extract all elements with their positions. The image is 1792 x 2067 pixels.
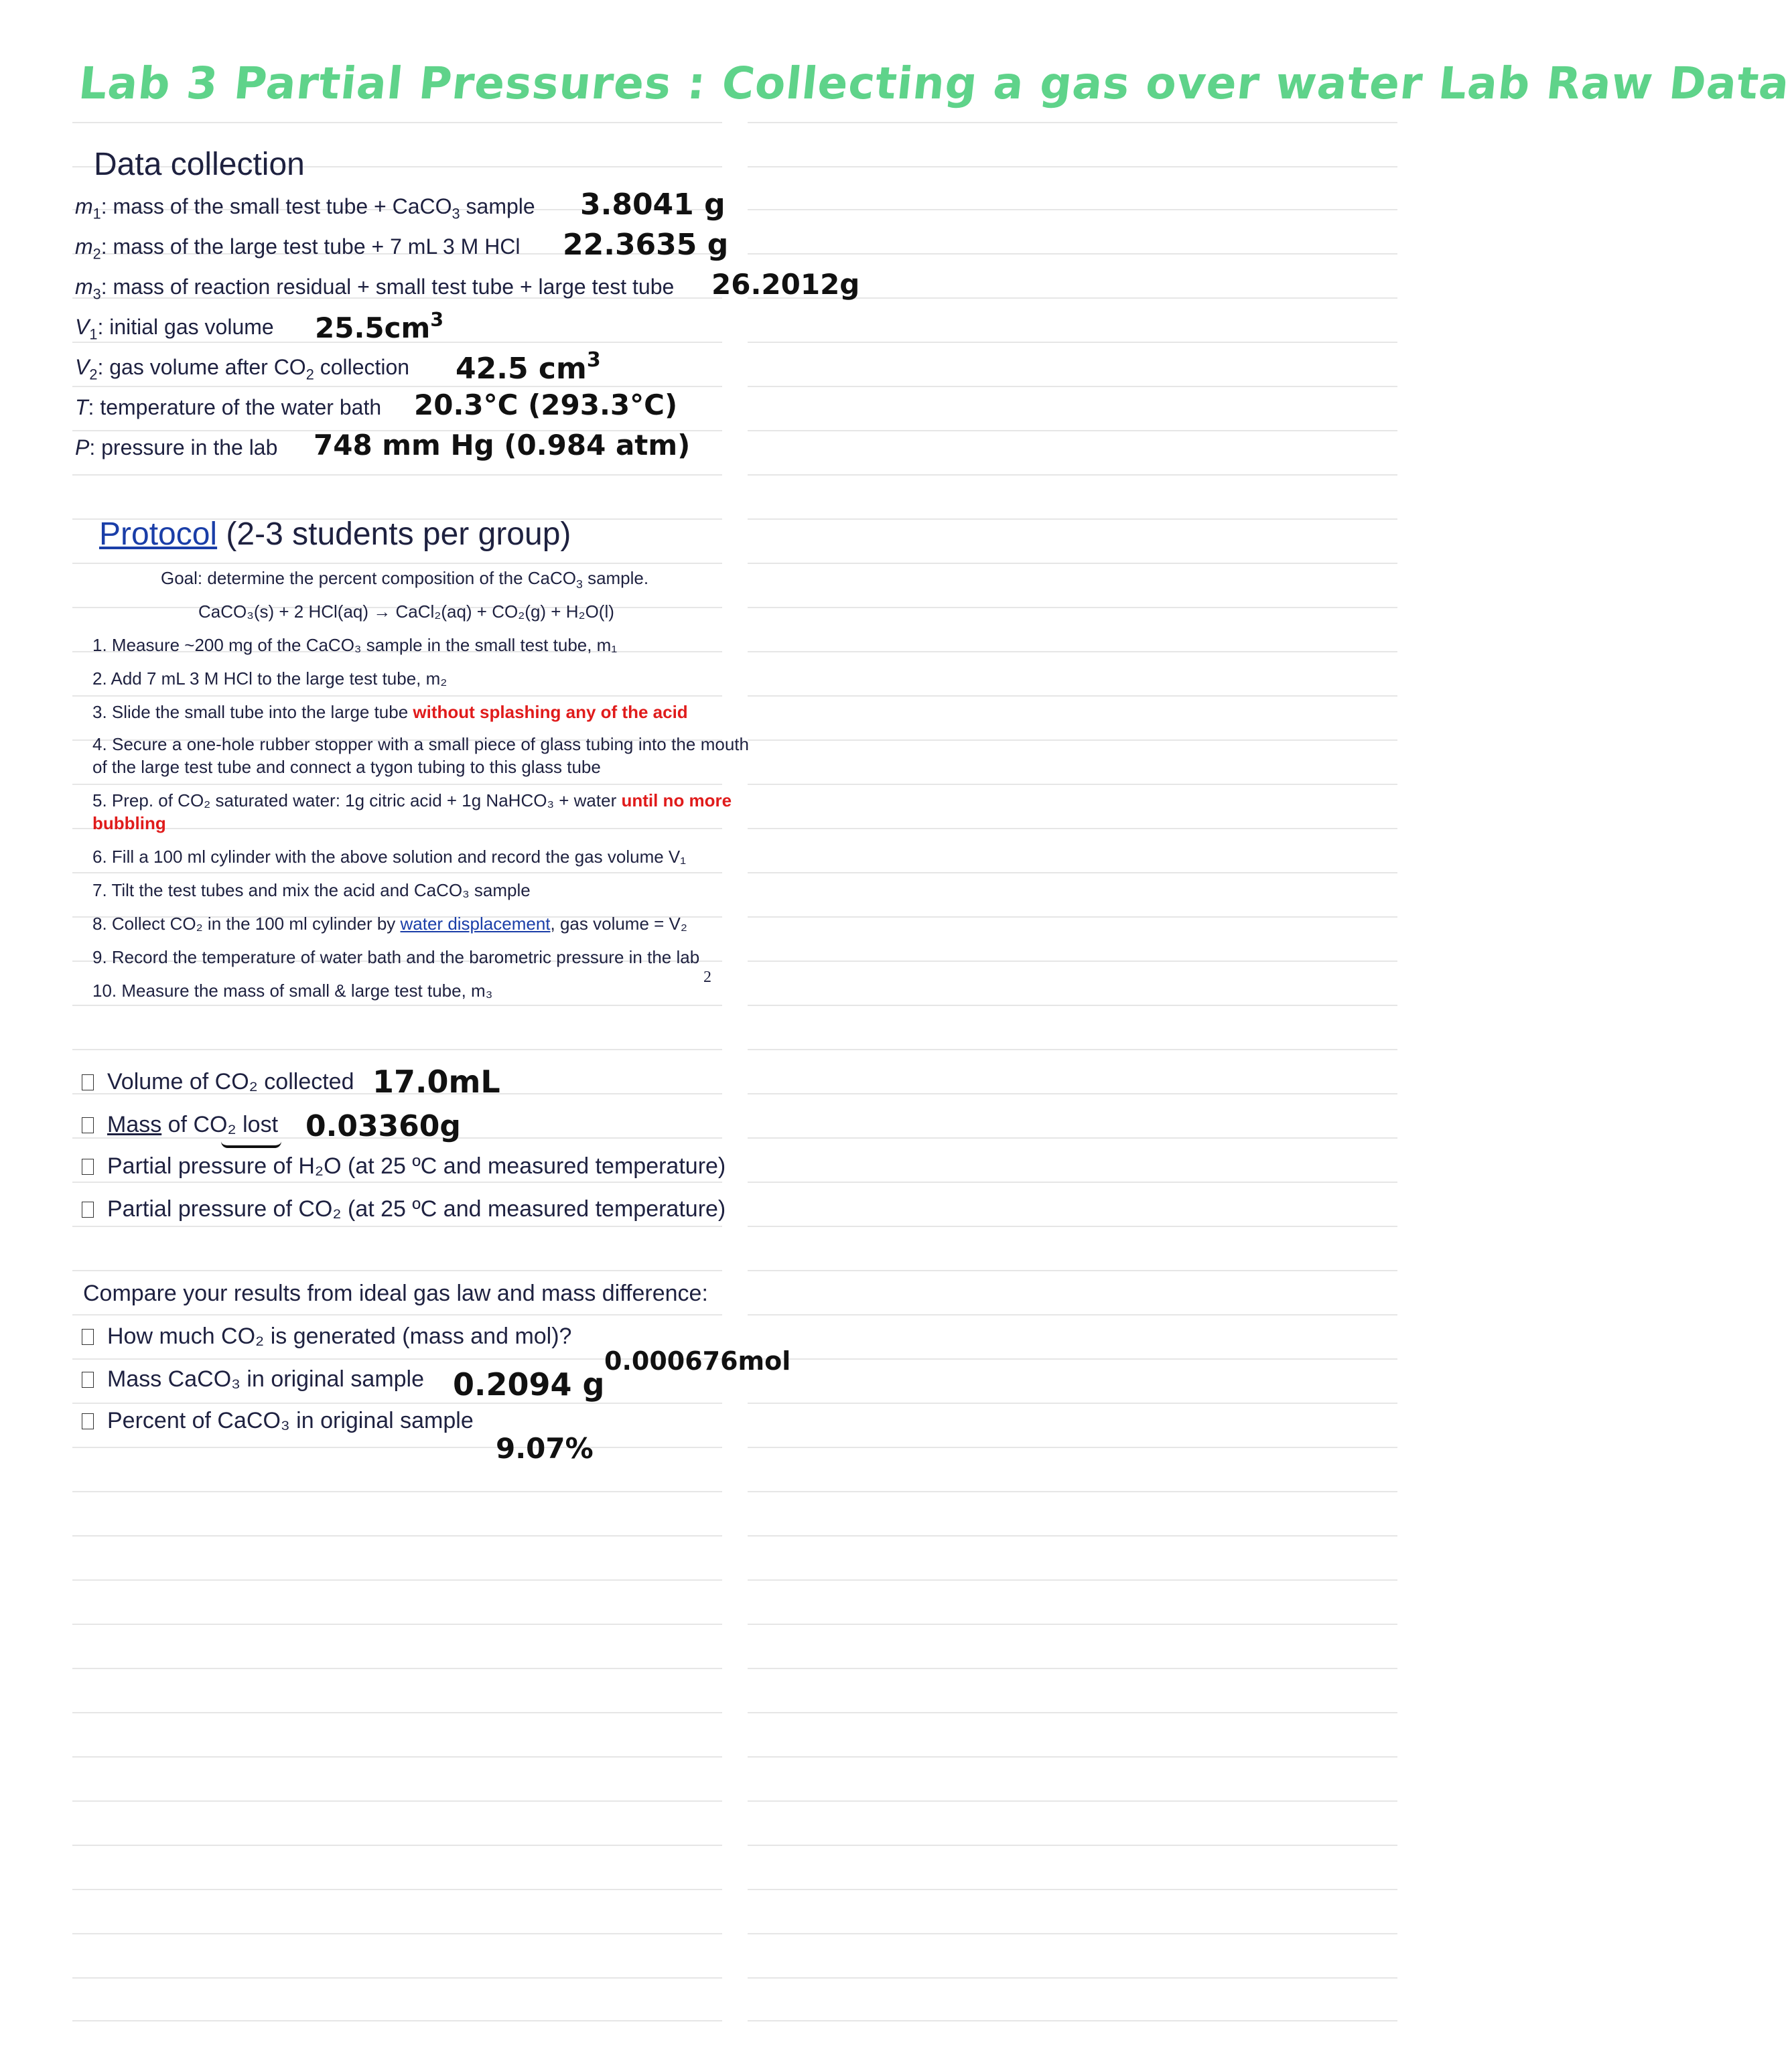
handwritten-volume: 17.0mL — [372, 1064, 500, 1100]
handwritten-underline — [221, 1141, 281, 1148]
ruled-line — [72, 1182, 722, 1183]
result-pp-h2o: Partial pressure of H₂O (at 25 ºC and measured temperature) — [82, 1153, 726, 1180]
ruled-line — [748, 1668, 1397, 1669]
ruled-line — [72, 1845, 722, 1846]
ruled-line — [748, 253, 1397, 255]
data-row — [75, 395, 381, 420]
ruled-line — [72, 122, 722, 123]
handwritten-value: 22.3635 g — [563, 228, 729, 262]
ruled-line — [72, 1226, 722, 1227]
ruled-line — [72, 695, 722, 697]
ruled-line — [72, 1756, 722, 1758]
ruled-line — [748, 1314, 1397, 1315]
ruled-line — [748, 651, 1397, 652]
handwritten-value: $25.5cm^3$ — [315, 308, 444, 345]
ruled-line — [72, 1624, 722, 1625]
ruled-line — [748, 1491, 1397, 1492]
ruled-line — [748, 1800, 1397, 1802]
checkbox[interactable] — [82, 1413, 94, 1429]
handwritten-value: 748 mm Hg (0.984 atm) — [314, 429, 691, 461]
ruled-line — [748, 784, 1397, 785]
result-mass-co2: Mass of CO₂ lost — [82, 1112, 278, 1138]
ruled-line — [748, 1624, 1397, 1625]
ruled-line — [72, 1447, 722, 1448]
row-label: : mass of the small test tube + CaCO — [100, 194, 452, 218]
step-8: 8. Collect CO₂ in the 100 ml cylinder by water displacement, gas volume = V₂ — [92, 914, 687, 934]
variable-symbol: m — [75, 194, 93, 218]
row-label: : mass of the large test tube + 7 mL 3 M HCl — [100, 234, 521, 259]
data-row: $m_2$: mass of the large test tube + 7 mL 3 M HCl — [75, 234, 521, 263]
variable-symbol: V — [75, 315, 90, 339]
ruled-line — [748, 342, 1397, 343]
ruled-line — [72, 1712, 722, 1713]
data-row: $m_1$: mass of the small test tube + CaCO$_3$ sample — [75, 194, 535, 222]
ruled-line — [72, 1270, 722, 1271]
checkbox[interactable] — [82, 1202, 94, 1218]
handwritten-moles: 0.000676mol — [604, 1346, 791, 1376]
page-title: Lab 3 Partial Pressures : Collecting a gas over water Lab Raw Data — [76, 58, 1792, 109]
ruled-line — [748, 607, 1397, 608]
step-2: 2. Add 7 mL 3 M HCl to the large test tube, m₂ — [92, 668, 447, 689]
row-label: : temperature of the water bath — [88, 395, 382, 419]
ruled-line — [748, 430, 1397, 431]
ruled-line — [748, 1712, 1397, 1713]
ruled-line — [72, 872, 722, 873]
step-1: 1. Measure ~200 mg of the CaCO₃ sample in the small test tube, m₁ — [92, 635, 618, 655]
ruled-line — [748, 872, 1397, 873]
ruled-line — [72, 1403, 722, 1404]
ruled-line — [748, 1226, 1397, 1227]
reaction-equation: CaCO₃(s) + 2 HCl(aq) → CaCl₂(aq) + CO₂(g) + H₂O(l) — [198, 601, 614, 622]
ruled-line — [72, 474, 722, 476]
ruled-line — [748, 1403, 1397, 1404]
ruled-line — [748, 209, 1397, 210]
checkbox[interactable] — [82, 1372, 94, 1388]
checkbox[interactable] — [82, 1329, 94, 1345]
handwritten-mass: 0.03360g — [305, 1109, 461, 1143]
row-label: : gas volume after CO — [97, 355, 306, 379]
ruled-line — [748, 1358, 1397, 1360]
handwritten-value: 26.2012g — [711, 268, 860, 301]
variable-symbol: P — [75, 435, 90, 459]
ruled-line — [72, 1535, 722, 1537]
ruled-line — [72, 1977, 722, 1979]
handwritten-value: 42.5 $cm^3$ — [456, 348, 601, 386]
ruled-line — [748, 1579, 1397, 1581]
ruled-line — [748, 739, 1397, 741]
checkbox[interactable] — [82, 1159, 94, 1175]
ruled-line — [748, 1447, 1397, 1448]
ruled-line — [72, 1491, 722, 1492]
ruled-line — [748, 518, 1397, 520]
ruled-line — [72, 1579, 722, 1581]
ruled-line — [72, 784, 722, 785]
ruled-line — [748, 695, 1397, 697]
ruled-line — [748, 1933, 1397, 1934]
ruled-line — [72, 2020, 722, 2021]
variable-symbol: T — [75, 395, 88, 419]
result-volume-co2: Volume of CO₂ collected — [82, 1069, 354, 1095]
ruled-line — [748, 1535, 1397, 1537]
ruled-line — [748, 122, 1397, 123]
protocol-heading — [99, 516, 571, 553]
data-row: $m_3$: mass of reaction residual + small test tube + large test tube — [75, 275, 675, 303]
ruled-line — [748, 166, 1397, 167]
data-row — [75, 435, 277, 460]
protocol-goal: Goal: determine the percent composition of the CaCO$_3$ sample. — [161, 568, 649, 591]
checkbox[interactable] — [82, 1074, 94, 1090]
step-3-warning: without splashing any of the acid — [413, 702, 688, 722]
ruled-line — [748, 2020, 1397, 2021]
row-label: : initial gas volume — [97, 315, 274, 339]
ruled-line — [748, 1889, 1397, 1890]
row-label: : mass of reaction residual + small test tube + large test tube — [100, 275, 675, 299]
ruled-line — [748, 1270, 1397, 1271]
ruled-line — [72, 1005, 722, 1006]
handwritten-value: 20.3°C (293.3°C) — [414, 388, 678, 421]
step-6: 6. Fill a 100 ml cylinder with the above solution and record the gas volume V₁ — [92, 847, 687, 867]
ruled-line — [72, 1668, 722, 1669]
ruled-line — [748, 1005, 1397, 1006]
ruled-line — [748, 1182, 1397, 1183]
ruled-line — [72, 386, 722, 387]
ruled-line — [748, 1756, 1397, 1758]
ruled-line — [72, 1314, 722, 1315]
step-10: 10. Measure the mass of small & large test tube, m₃ — [92, 981, 493, 1001]
handwritten-value: 3.8041 g — [580, 188, 726, 222]
water-displacement-link[interactable]: water displacement — [400, 914, 551, 934]
protocol-heading-rest: (2-3 students per group) — [217, 516, 571, 552]
ruled-line — [72, 1889, 722, 1890]
ruled-line — [72, 1800, 722, 1802]
ruled-line — [748, 563, 1397, 564]
ruled-line — [748, 828, 1397, 829]
handwritten-percent: 9.07% — [496, 1432, 594, 1465]
ruled-line — [72, 1049, 722, 1050]
result-pp-co2: Partial pressure of CO₂ (at 25 ºC and measured temperature) — [82, 1196, 726, 1222]
step-3: 3. Slide the small tube into the large tube without splashing any of the acid — [92, 702, 688, 722]
data-row: $V_2$: gas volume after $CO_2$ collection — [75, 355, 410, 383]
step-5-warning: until no more bubbling — [92, 790, 732, 833]
ruled-line — [748, 916, 1397, 918]
step-9: 9. Record the temperature of water bath and the barometric pressure in the lab — [92, 947, 700, 967]
compare-heading: Compare your results from ideal gas law and mass difference: — [83, 1281, 708, 1306]
page-number: 2 — [703, 969, 711, 986]
compare-percent-caco3: Percent of CaCO₃ in original sample — [82, 1408, 474, 1434]
protocol-link[interactable]: Protocol — [99, 516, 218, 552]
ruled-line — [748, 474, 1397, 476]
ruled-line — [72, 563, 722, 564]
ruled-line — [748, 1977, 1397, 1979]
variable-symbol: V — [75, 355, 90, 379]
row-label: : pressure in the lab — [89, 435, 278, 459]
ruled-line — [748, 1137, 1397, 1139]
ruled-line — [748, 1845, 1397, 1846]
step-4: 4. Secure a one-hole rubber stopper with a small piece of glass tubing into the mouth of the large test tube and connect a tygon tubing to this glass tube — [92, 734, 749, 777]
ruled-line — [72, 1933, 722, 1934]
step-5: 5. Prep. of CO₂ saturated water: 1g citric acid + 1g NaHCO₃ + water until no more bubbling — [92, 790, 732, 833]
ruled-line — [748, 1049, 1397, 1050]
handwritten-mass-caco3: 0.2094 g — [453, 1366, 605, 1403]
ruled-line — [748, 386, 1397, 387]
data-collection-heading: Data collection — [94, 147, 305, 182]
data-row: $V_1$: initial gas volume — [75, 315, 274, 343]
variable-symbol: m — [75, 275, 93, 299]
compare-mass-caco3: Mass CaCO₃ in original sample — [82, 1366, 424, 1393]
compare-co2-generated: How much CO₂ is generated (mass and mol)? — [82, 1324, 571, 1350]
ruled-line — [748, 1093, 1397, 1094]
checkbox[interactable] — [82, 1117, 94, 1133]
variable-symbol: m — [75, 234, 93, 259]
ruled-line — [748, 960, 1397, 962]
step-7: 7. Tilt the test tubes and mix the acid and CaCO₃ sample — [92, 880, 531, 900]
